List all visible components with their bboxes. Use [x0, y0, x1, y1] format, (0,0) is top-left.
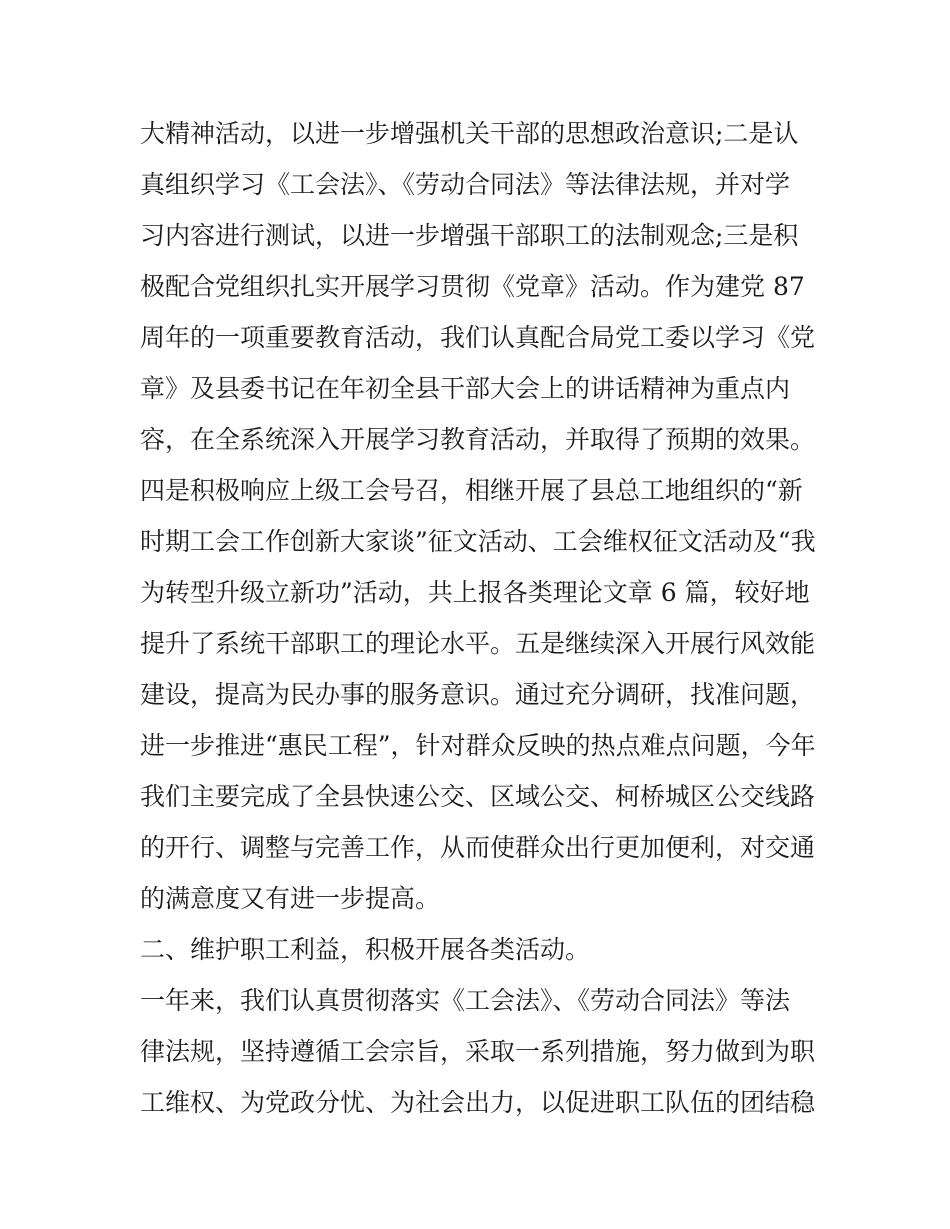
text-line: 建设，提高为民办事的服务意识。通过充分调研，找准问题，: [140, 680, 816, 709]
text-line: 时期工会工作创新大家谈”征文活动、工会维权征文活动及“我: [140, 527, 816, 556]
text-line: 为转型升级立新功”活动，共上报各类理论文章 6 篇，较好地: [140, 578, 810, 607]
text-line: 的开行、调整与完善工作，从而使群众出行更加便利，对交通: [140, 833, 816, 862]
text-line: 章》及县委书记在年初全县干部大会上的讲话精神为重点内: [140, 374, 791, 403]
text-line: 大精神活动，以进一步增强机关干部的思想政治意识;二是认: [140, 119, 799, 148]
text-line: 真组织学习《工会法》、《劳动合同法》等法律法规，并对学: [140, 170, 791, 199]
text-line: 进一步推进“惠民工程”，针对群众反映的热点难点问题，今年: [140, 731, 816, 760]
text-line: 极配合党组织扎实开展学习贯彻《党章》活动。作为建党 87: [140, 272, 805, 301]
text-line: 工维权、为党政分忧、为社会出力，以促进职工队伍的团结稳: [140, 1088, 816, 1117]
text-line: 提升了系统干部职工的理论水平。五是继续深入开展行风效能: [140, 629, 816, 658]
document-body: [140, 108, 820, 1128]
text-line: 四是积极响应上级工会号召，相继开展了县总工地组织的“新: [140, 476, 803, 505]
text-line: 律法规，坚持遵循工会宗旨，采取一系列措施，努力做到为职: [140, 1037, 816, 1066]
section-heading: 二、维护职工利益，积极开展各类活动。: [140, 935, 591, 964]
text-line: 的满意度又有进一步提高。: [140, 884, 441, 913]
text-line: 一年来，我们认真贯彻落实《工会法》、《劳动合同法》等法: [140, 986, 791, 1015]
text-line: 容，在全系统深入开展学习教育活动，并取得了预期的效果。: [140, 425, 816, 454]
text-line: 我们主要完成了全县快速公交、区域公交、柯桥城区公交线路: [140, 782, 816, 811]
text-line: 周年的一项重要教育活动，我们认真配合局党工委以学习《党: [140, 323, 816, 352]
text-line: 习内容进行测试，以进一步增强干部职工的法制观念;三是积: [140, 221, 799, 250]
